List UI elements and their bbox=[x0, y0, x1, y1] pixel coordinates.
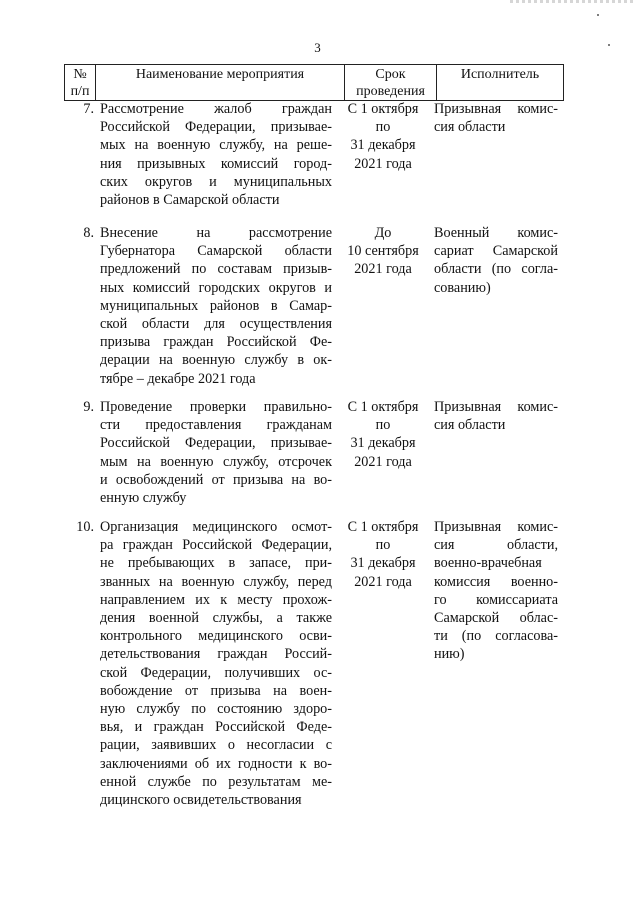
executor-line: ти (по согласова- bbox=[434, 628, 558, 645]
activity-name-line: не пребывающих в запасе, при- bbox=[100, 555, 332, 572]
deadline-line: С 1 октября bbox=[347, 101, 419, 117]
activity-name-line: рации, заявивших о несогласии с bbox=[100, 737, 332, 754]
activity-name bbox=[100, 398, 332, 507]
activity-name-line: детельствования граждан Россий- bbox=[100, 646, 332, 663]
activity-name-line: Российской Федерации, призывае- bbox=[100, 119, 332, 136]
deadline-line: по bbox=[375, 537, 391, 554]
activity-name-line: заключениями об их годности к во- bbox=[100, 755, 332, 772]
header-activity-name: Наименование мероприятия bbox=[96, 65, 345, 101]
header-deadline-line1: Срок bbox=[375, 67, 406, 82]
scan-speck bbox=[597, 14, 599, 16]
activity-name-line: и освобождений от призыва на во- bbox=[100, 471, 332, 488]
activity-name-line: мых на военную службу, на реше- bbox=[100, 137, 332, 154]
header-deadline-line2: проведения bbox=[356, 84, 425, 99]
header-executor: Исполнитель bbox=[437, 65, 564, 101]
executor bbox=[434, 398, 558, 434]
deadline-line: 31 декабря bbox=[350, 555, 416, 572]
activity-name-line: ных комиссий городских округов и bbox=[100, 279, 332, 296]
activity-name-line: тябре – декабре 2021 года bbox=[100, 370, 256, 387]
executor bbox=[434, 518, 558, 664]
activity-name-line: енную службу bbox=[100, 490, 187, 507]
deadline-line: 31 декабря bbox=[350, 137, 416, 154]
deadline-line: 2021 года bbox=[354, 261, 412, 278]
deadline-line: 2021 года bbox=[354, 453, 412, 470]
header-deadline bbox=[345, 65, 437, 101]
deadline-line: С 1 октября bbox=[347, 519, 419, 535]
deadline-line: 2021 года bbox=[354, 573, 412, 590]
activity-name-line: дения военной службы, а также bbox=[100, 610, 332, 627]
deadline-line: 10 сентября bbox=[347, 243, 419, 260]
activity-name-line: званных на военную службу, перед bbox=[100, 573, 332, 590]
executor-line: Военный комис- bbox=[434, 225, 558, 241]
activity-name-line: ния призывных комиссий город- bbox=[100, 155, 332, 172]
activity-name-line: ра граждан Российской Федерации, bbox=[100, 537, 332, 554]
executor bbox=[434, 224, 558, 297]
activity-name-line: ских округов и муниципальных bbox=[100, 173, 332, 190]
activity-name-line: ской Федерации, получивших ос- bbox=[100, 664, 332, 681]
activity-name-line: Российской Федерации, призывае- bbox=[100, 435, 332, 452]
executor-line: сия области, bbox=[434, 537, 558, 554]
activity-name-line: Проведение проверки правильно- bbox=[100, 399, 332, 415]
activity-name-line: призыва граждан Российской Фе- bbox=[100, 334, 332, 351]
activity-name-line: енной службе по результатам ме- bbox=[100, 773, 332, 790]
table-header bbox=[64, 64, 564, 101]
deadline-line: С 1 октября bbox=[347, 399, 419, 415]
header-number bbox=[65, 65, 96, 101]
row-number: 9. bbox=[83, 399, 94, 415]
activity-name-line: ную службу по состоянию здоро- bbox=[100, 701, 332, 718]
deadline bbox=[338, 224, 428, 279]
executor-line: нию) bbox=[434, 646, 465, 663]
executor-line: сованию) bbox=[434, 279, 491, 296]
activity-name-line: контрольного медицинского осви- bbox=[100, 628, 332, 645]
executor-line: сариат Самарской bbox=[434, 243, 558, 260]
activity-name-line: муниципальных районов в Самар- bbox=[100, 297, 332, 314]
deadline-line: по bbox=[375, 417, 391, 434]
header-number-line2: п/п bbox=[70, 84, 90, 99]
row-number: 10. bbox=[76, 519, 94, 535]
executor-line: Призывная комис- bbox=[434, 399, 558, 415]
activity-name-line: дерации на военную службу в ок- bbox=[100, 352, 332, 369]
executor-line: сия области bbox=[434, 119, 506, 136]
activity-name bbox=[100, 518, 332, 809]
activity-name bbox=[100, 224, 332, 388]
deadline-line: 31 декабря bbox=[350, 435, 416, 452]
scan-edge-artifact bbox=[510, 0, 635, 3]
executor-line: области (по согла- bbox=[434, 261, 558, 278]
row-number: 7. bbox=[83, 101, 94, 117]
activity-name-line: вья, и граждан Российской Феде- bbox=[100, 719, 332, 736]
executor-line: Самарской облас- bbox=[434, 610, 558, 627]
deadline bbox=[338, 398, 428, 471]
activity-name-line: Губернатора Самарской области bbox=[100, 243, 332, 260]
executor-line: сия области bbox=[434, 417, 506, 434]
activity-name-line: вобождение от призыва на воен- bbox=[100, 682, 332, 699]
deadline-line: До bbox=[374, 225, 392, 241]
executor-line: Призывная комис- bbox=[434, 101, 558, 117]
executor-line: военно-врачебная bbox=[434, 555, 542, 572]
deadline bbox=[338, 518, 428, 591]
executor-line: Призывная комис- bbox=[434, 519, 558, 535]
deadline-line: 2021 года bbox=[354, 155, 412, 172]
header-number-line1: № bbox=[73, 67, 87, 82]
executor-line: го комиссариата bbox=[434, 591, 558, 608]
activity-name-line: направлением их к месту прохож- bbox=[100, 591, 332, 608]
page-number: 3 bbox=[314, 40, 321, 55]
row-number: 8. bbox=[83, 225, 94, 241]
activity-name-line: мым на военную службу, отсрочек bbox=[100, 453, 332, 470]
activity-name bbox=[100, 100, 332, 209]
activity-name-line: Рассмотрение жалоб граждан bbox=[100, 101, 332, 117]
activity-name-line: ской области для осуществления bbox=[100, 316, 332, 333]
executor-line: комиссия военно- bbox=[434, 573, 558, 590]
activity-name-line: сти предоставления гражданам bbox=[100, 417, 332, 434]
executor bbox=[434, 100, 558, 136]
activity-name-line: Организация медицинского осмот- bbox=[100, 519, 332, 535]
deadline-line: по bbox=[375, 119, 391, 136]
activity-name-line: предложений по составам призыв- bbox=[100, 261, 332, 278]
activity-name-line: дицинского освидетельствования bbox=[100, 792, 302, 809]
activity-name-line: Внесение на рассмотрение bbox=[100, 225, 332, 241]
activity-name-line: районов в Самарской области bbox=[100, 192, 280, 209]
deadline bbox=[338, 100, 428, 173]
